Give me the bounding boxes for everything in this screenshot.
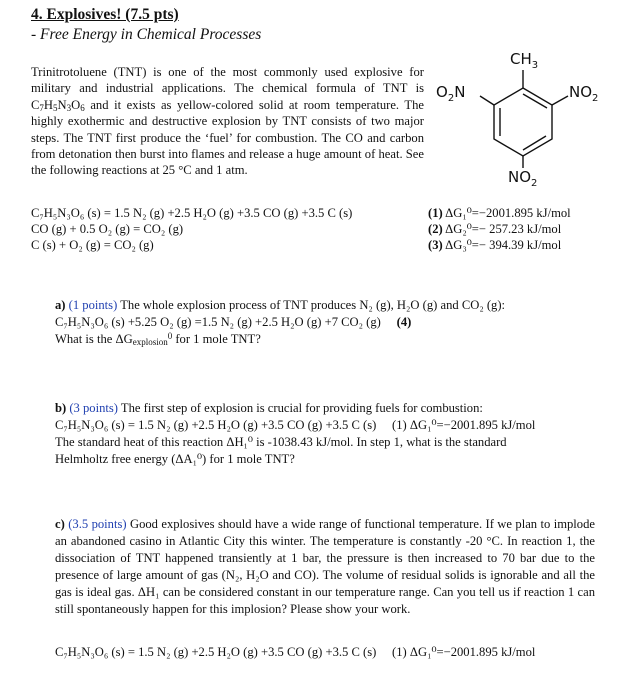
reaction-1-delta-g: ΔG₁⁰=−2001.895 kJ/mol xyxy=(445,206,571,220)
part-c-equation-line xyxy=(55,644,535,661)
part-c-text: Good explosives should have a wide range of functional temperature. If we plan to implode an abandoned casino in Atlantic City this winter. The temperature is constantly -20 °C. In reaction 1, the dissociation of TNT happened transiently at 1 bar, the pressure is then increased to 70 bar due to the presence of large amount of gas (N₂, H₂O and CO). The volume of residual solids is ignorable and all the gas is ideal gas. ΔH₁ can be considered constant in our temperature range. Can you tell us if reaction 1 can still spontaneously happen for this implosion? Please show your work. xyxy=(55,517,595,616)
part-c-label: c) xyxy=(55,517,65,531)
reaction-1-equation: C₇H₅N₃O₆ (s) = 1.5 N₂ (g) +2.5 H₂O (g) +3.5 CO (g) +3.5 C (s) xyxy=(31,206,353,220)
left-nitro-label: $O_2N$ xyxy=(436,83,466,104)
reaction-1-value xyxy=(428,205,571,221)
part-c-eq-value: (1) ΔG₁⁰=−2001.895 kJ/mol xyxy=(392,645,536,659)
part-a-label: a) xyxy=(55,298,66,312)
bottom-nitro-label: $NO_2$ xyxy=(508,168,538,189)
intro-text-5: and it exists as yellow-colored solid at room temperature. The highly exothermic and destructive explosion by TNT consists of two major steps. The TNT first produce the ‘fuel’ for combustion. The CO and carbon from detonation then burst into flames and release a huge amount of heat. See the following reactions at 25 °C and 1 atm. xyxy=(31,97,424,178)
part-b-equation: C₇H₅N₃O₆ (s) = 1.5 N₂ (g) +2.5 H₂O (g) +3.5 CO (g) +3.5 C (s) xyxy=(55,418,377,432)
part-b-eq-value: (1) ΔG₁⁰=−2001.895 kJ/mol xyxy=(392,418,536,432)
problem-subtitle: - Free Energy in Chemical Processes xyxy=(31,26,262,43)
tnt-structure-diagram xyxy=(430,40,630,190)
intro-text-4: O xyxy=(71,97,81,112)
intro-paragraph: Trinitrotoluene (TNT) is one of the most commonly used explosive for military and industrial applications. The chemical formula of TNT is $C_7H_5N_3O_6$ and it exists as yellow-colored solid at room temperature. The highly exothermic and destructive explosion by TNT consists of two major steps. The TNT first produce the ‘fuel’ for combustion. The CO and carbon from detonation then burst into flames and release a huge amount of heat. See the following reactions at 25 °C and 1 atm. xyxy=(31,65,424,178)
part-a-equation: C₇H₅N₃O₆ (s) +5.25 O₂ (g) =1.5 N₂ (g) +2.5 H₂O (g) +7 CO₂ (g) xyxy=(55,315,381,329)
part-b-line-3: The standard heat of this reaction ΔH₁⁰ is -1038.43 kJ/mol. In step 1, what is the standard xyxy=(55,435,507,449)
reaction-2-label: (2) xyxy=(428,222,443,236)
part-a-prompt: What is the $\Delta G_{explosion}^0$ for 1 mole TNT? xyxy=(55,331,261,347)
reaction-2-delta-g: ΔG₂⁰=− 257.23 kJ/mol xyxy=(445,222,562,236)
part-b-line-4: Helmholtz free energy (ΔA₁⁰) for 1 mole TNT? xyxy=(55,452,295,466)
part-c-points: (3.5 points) xyxy=(68,517,127,531)
reaction-3-delta-g: ΔG₃⁰=− 394.39 kJ/mol xyxy=(445,238,562,252)
part-b-label: b) xyxy=(55,401,67,415)
intro-text-2: H xyxy=(43,97,54,112)
part-c-question xyxy=(55,516,595,618)
problem-title: 4. Explosives! (7.5 pts) xyxy=(31,6,179,23)
part-a-eq-label: (4) xyxy=(396,315,412,329)
reaction-3-label: (3) xyxy=(428,238,443,252)
reaction-1-label: (1) xyxy=(428,206,443,220)
reaction-3-equation: C (s) + O₂ (g) = CO₂ (g) xyxy=(31,238,154,252)
part-c-equation: C₇H₅N₃O₆ (s) = 1.5 N₂ (g) +2.5 H₂O (g) +3.5 CO (g) +3.5 C (s) xyxy=(55,645,377,659)
reaction-3-value xyxy=(428,237,561,253)
benzene-ring xyxy=(480,70,568,168)
reaction-2-value xyxy=(428,221,561,237)
part-b-points: (3 points) xyxy=(69,401,118,415)
intro-text-1: Trinitrotoluene (TNT) is one of the most commonly used explosive for military and industrial applications. The chemical formula of TNT is C xyxy=(31,65,424,112)
part-b-text: The first step of explosion is crucial for providing fuels for combustion: xyxy=(117,401,483,415)
methyl-group-label: $CH_3$ xyxy=(510,50,539,71)
part-a-points: (1 points) xyxy=(68,298,118,312)
intro-text-3: N xyxy=(57,97,67,112)
reaction-2-equation: CO (g) + 0.5 O₂ (g) = CO₂ (g) xyxy=(31,222,184,236)
part-a-question xyxy=(55,297,505,348)
part-b-question xyxy=(55,400,595,468)
right-nitro-label: $NO_2$ xyxy=(569,83,599,104)
part-a-text: The whole explosion process of TNT produces N₂ (g), H₂O (g) and CO₂ (g): xyxy=(117,298,506,312)
